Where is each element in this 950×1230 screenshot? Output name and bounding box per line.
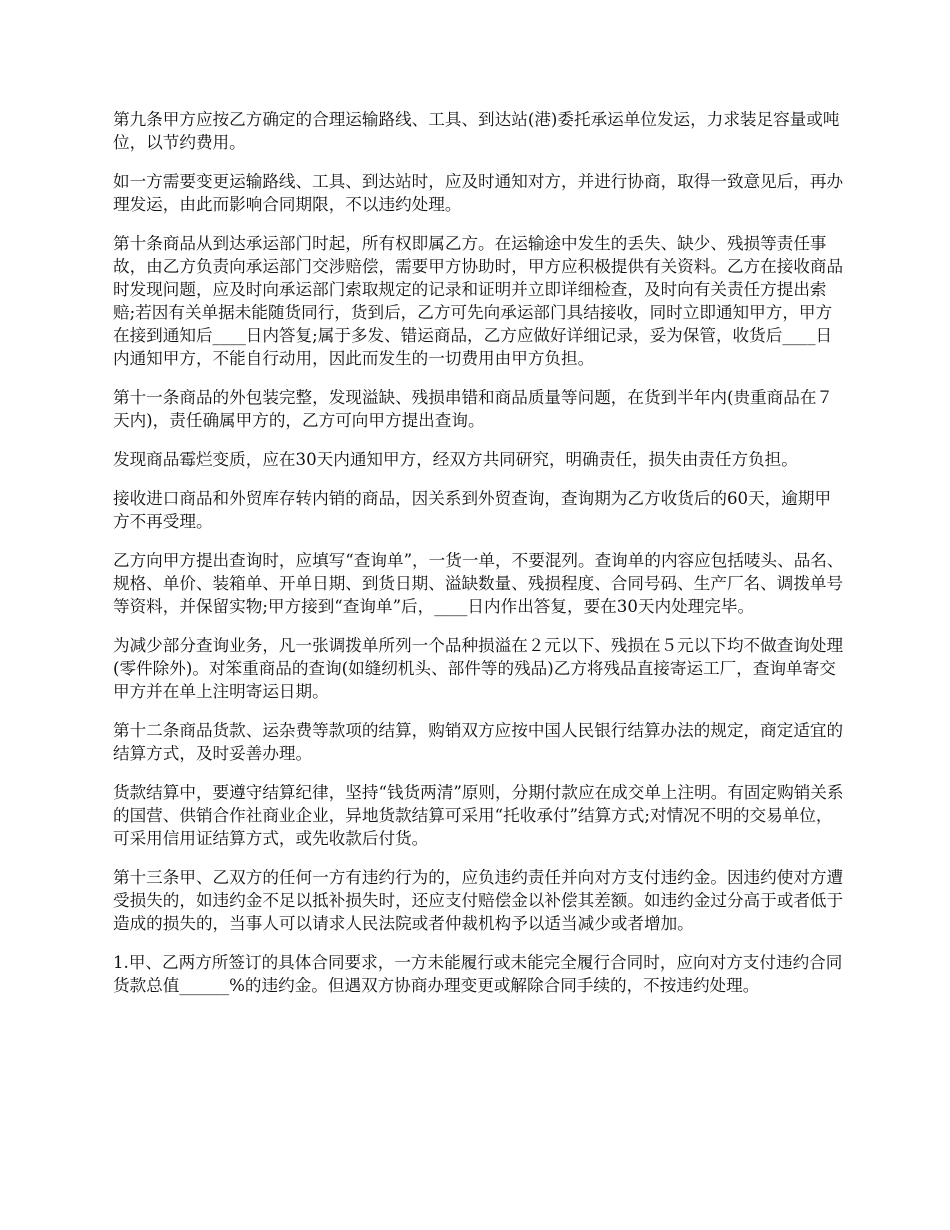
paragraph-article-12: 第十二条商品货款、运杂费等款项的结算，购销双方应按中国人民银行结算办法的规定，商定适宜的结算方式，及时妥善办理。 [113, 721, 844, 763]
paragraph-route-change: 如一方需要变更运输路线、工具、到达站时，应及时通知对方，并进行协商，取得一致意见后，再办理发运，由此而影响合同期限，不以违约处理。 [113, 172, 844, 214]
paragraph-imports: 接收进口商品和外贸库存转内销的商品，因关系到外贸查询，查询期为乙方收货后的60天，逾期甲方不再受理。 [113, 489, 832, 531]
paragraph-article-9: 第九条甲方应按乙方确定的合理运输路线、工具、到达站(港)委托承运单位发运，力求装足容量或吨位，以节约费用。 [113, 110, 840, 152]
paragraph-reduce-inquiry: 为减少部分查询业务，凡一张调拨单所列一个品种损溢在２元以下、残损在５元以下均不做查询处理(零件除外)。对笨重商品的查询(如缝纫机头、部件等的残品)乙方将残品直接寄运工厂，查询单寄交甲方并在单上注明寄运日期。 [113, 636, 844, 701]
paragraph-article-10: 第十条商品从到达承运部门时起，所有权即属乙方。在运输途中发生的丢失、缺少、残损等责任事故，由乙方负责向承运部门交涉赔偿，需要甲方协助时，甲方应积极提供有关资料。乙方在接收商品时发现问题，应及时向承运部门索取规定的记录和证明并立即详细检查，及时向有关责任方提出索赔;若因有关单据未能随货同行，货到后，乙方可先向承运部门具结接收，同时立即通知甲方，甲方在接到通知后____日内答复;属于多发、错运商品，乙方应做好详细记录，妥为保管，收货后____日内通知甲方，不能自行动用，因此而发生的一切费用由甲方负担。 [113, 234, 844, 368]
paragraph-spoilage: 发现商品霉烂变质，应在30天内通知甲方，经双方共同研究，明确责任，损失由责任方负担。 [113, 450, 798, 469]
paragraph-article-13: 第十三条甲、乙双方的任何一方有违约行为的，应负违约责任并向对方支付违约金。因违约使对方遭受损失的，如违约金不足以抵补损失时，还应支付赔偿金以补偿其差额。如违约金过分高于或者低于造成的损失的，当事人可以请求人民法院或者仲裁机构予以适当减少或者增加。 [113, 868, 844, 933]
paragraph-clause-1: 1.甲、乙两方所签订的具体合同要求，一方未能履行或未能完全履行合同时，应向对方支付违约合同货款总值______%的违约金。但遇双方协商办理变更或解除合同手续的，不按违约处理。 [113, 953, 843, 995]
paragraph-article-11: 第十一条商品的外包装完整，发现溢缺、残损串错和商品质量等问题，在货到半年内(贵重商品在７天内)，责任确属甲方的，乙方可向甲方提出查询。 [113, 388, 834, 430]
document-body [113, 108, 847, 1013]
paragraph-settlement: 货款结算中，要遵守结算纪律，坚持“钱货两清”原则，分期付款应在成交单上注明。有固定购销关系的国营、供销合作社商业企业，异地货款结算可采用“托收承付”结算方式;对情况不明的交易单位，可采用信用证结算方式，或先收款后付货。 [113, 783, 844, 848]
paragraph-inquiry-form: 乙方向甲方提出查询时，应填写“查询单”，一货一单，不要混列。查询单的内容应包括唛头、品名、规格、单价、装箱单、开单日期、到货日期、溢缺数量、残损程度、合同号码、生产厂名、调拨单号等资料，并保留实物;甲方接到“查询单”后，____日内作出答复，要在30天内处理完毕。 [113, 551, 844, 616]
